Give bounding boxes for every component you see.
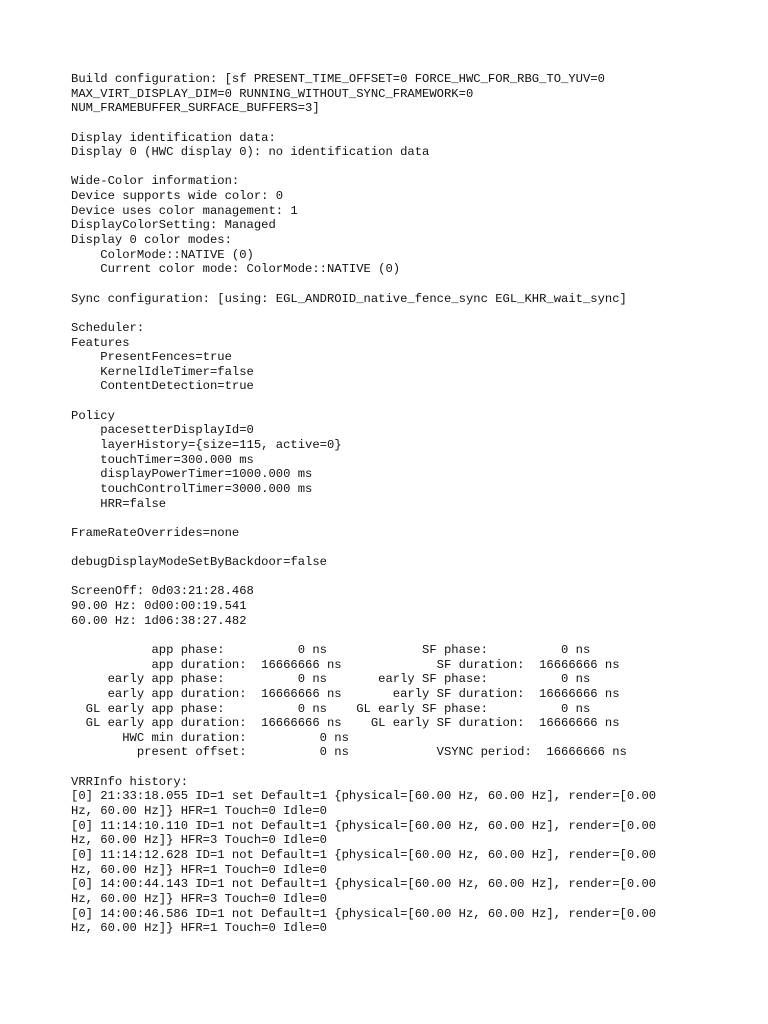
document-line: early app phase: 0 ns early SF phase: 0 ns [71,672,591,687]
document-line: pacesetterDisplayId=0 [71,423,254,438]
document-line [71,570,731,585]
document-line: Hz, 60.00 Hz]} HFR=3 Touch=0 Idle=0 [71,833,327,848]
document-line: NUM_FRAMEBUFFER_SURFACE_BUFFERS=3] [71,101,320,116]
document-line [71,628,731,643]
document-line: [0] 11:14:10.110 ID=1 not Default=1 {physical=[60.00 Hz, 60.00 Hz], render=[0.00 [71,818,657,833]
document-line: ScreenOff: 0d03:21:28.468 [71,584,254,599]
document-line: Display 0 color modes: [71,233,232,248]
document-line: KernelIdleTimer=false [71,364,254,379]
document-line: Build configuration: [sf PRESENT_TIME_OFFSET=0 FORCE_HWC_FOR_RBG_TO_YUV=0 [71,72,605,86]
document-line: ColorMode::NATIVE (0) [71,247,254,262]
document-line: Hz, 60.00 Hz]} HFR=1 Touch=0 Idle=0 [71,862,327,877]
document-line: Hz, 60.00 Hz]} HFR=1 Touch=0 Idle=0 [71,921,327,936]
document-line: [0] 14:00:46.586 ID=1 not Default=1 {physical=[60.00 Hz, 60.00 Hz], render=[0.00 [71,906,657,921]
document-line: Device uses color management: 1 [71,203,298,218]
document-line: app duration: 16666666 ns SF duration: 16666666 ns [71,657,620,672]
document-line: GL early app phase: 0 ns GL early SF phase: 0 ns [71,701,591,716]
document-line: HRR=false [71,496,167,511]
document-line: Display identification data: [71,130,276,145]
document-line: touchControlTimer=3000.000 ms [71,481,313,496]
document-line [71,760,731,775]
document-line [71,116,731,131]
document-line: Features [71,335,130,350]
document-line: 60.00 Hz: 1d06:38:27.482 [71,613,247,628]
document-line: [0] 11:14:12.628 ID=1 not Default=1 {physical=[60.00 Hz, 60.00 Hz], render=[0.00 [71,847,657,862]
document-line: displayPowerTimer=1000.000 ms [71,467,313,482]
document-line: debugDisplayModeSetByBackdoor=false [71,555,327,570]
document-line: FrameRateOverrides=none [71,525,240,540]
document-line: Hz, 60.00 Hz]} HFR=1 Touch=0 Idle=0 [71,804,327,819]
document-line: Hz, 60.00 Hz]} HFR=3 Touch=0 Idle=0 [71,891,327,906]
document-line: Device supports wide color: 0 [71,189,284,204]
document-line: Policy [71,408,115,423]
document-line [71,160,731,175]
document-line: [0] 14:00:44.143 ID=1 not Default=1 {physical=[60.00 Hz, 60.00 Hz], render=[0.00 [71,877,657,892]
document-line: 90.00 Hz: 0d00:00:19.541 [71,599,247,614]
document-line [71,394,731,409]
document-line: touchTimer=300.000 ms [71,452,254,467]
document-line: Current color mode: ColorMode::NATIVE (0) [71,262,401,277]
document-line: ContentDetection=true [71,379,254,394]
document-line: PresentFences=true [71,350,232,365]
document-line: GL early app duration: 16666666 ns GL early SF duration: 16666666 ns [71,716,620,731]
dumpsys-text-document [71,72,731,936]
document-line: app phase: 0 ns SF phase: 0 ns [71,642,591,657]
document-line [71,306,731,321]
document-line: Wide-Color information: [71,174,240,189]
document-line: [0] 21:33:18.055 ID=1 set Default=1 {physical=[60.00 Hz, 60.00 Hz], render=[0.00 [71,789,657,804]
document-line: DisplayColorSetting: Managed [71,218,276,233]
document-line [71,541,731,556]
document-line: early app duration: 16666666 ns early SF duration: 16666666 ns [71,686,620,701]
document-line [71,511,731,526]
document-line: HWC min duration: 0 ns [71,730,349,745]
document-line: Display 0 (HWC display 0): no identification data [71,145,430,160]
document-line: MAX_VIRT_DISPLAY_DIM=0 RUNNING_WITHOUT_SYNC_FRAMEWORK=0 [71,86,474,101]
document-line: Scheduler: [71,320,145,335]
document-line [71,277,731,292]
document-line: present offset: 0 ns VSYNC period: 16666666 ns [71,745,627,760]
document-line: VRRInfo history: [71,774,189,789]
document-line: Sync configuration: [using: EGL_ANDROID_native_fence_sync EGL_KHR_wait_sync] [71,291,627,306]
document-line: layerHistory={size=115, active=0} [71,438,342,453]
